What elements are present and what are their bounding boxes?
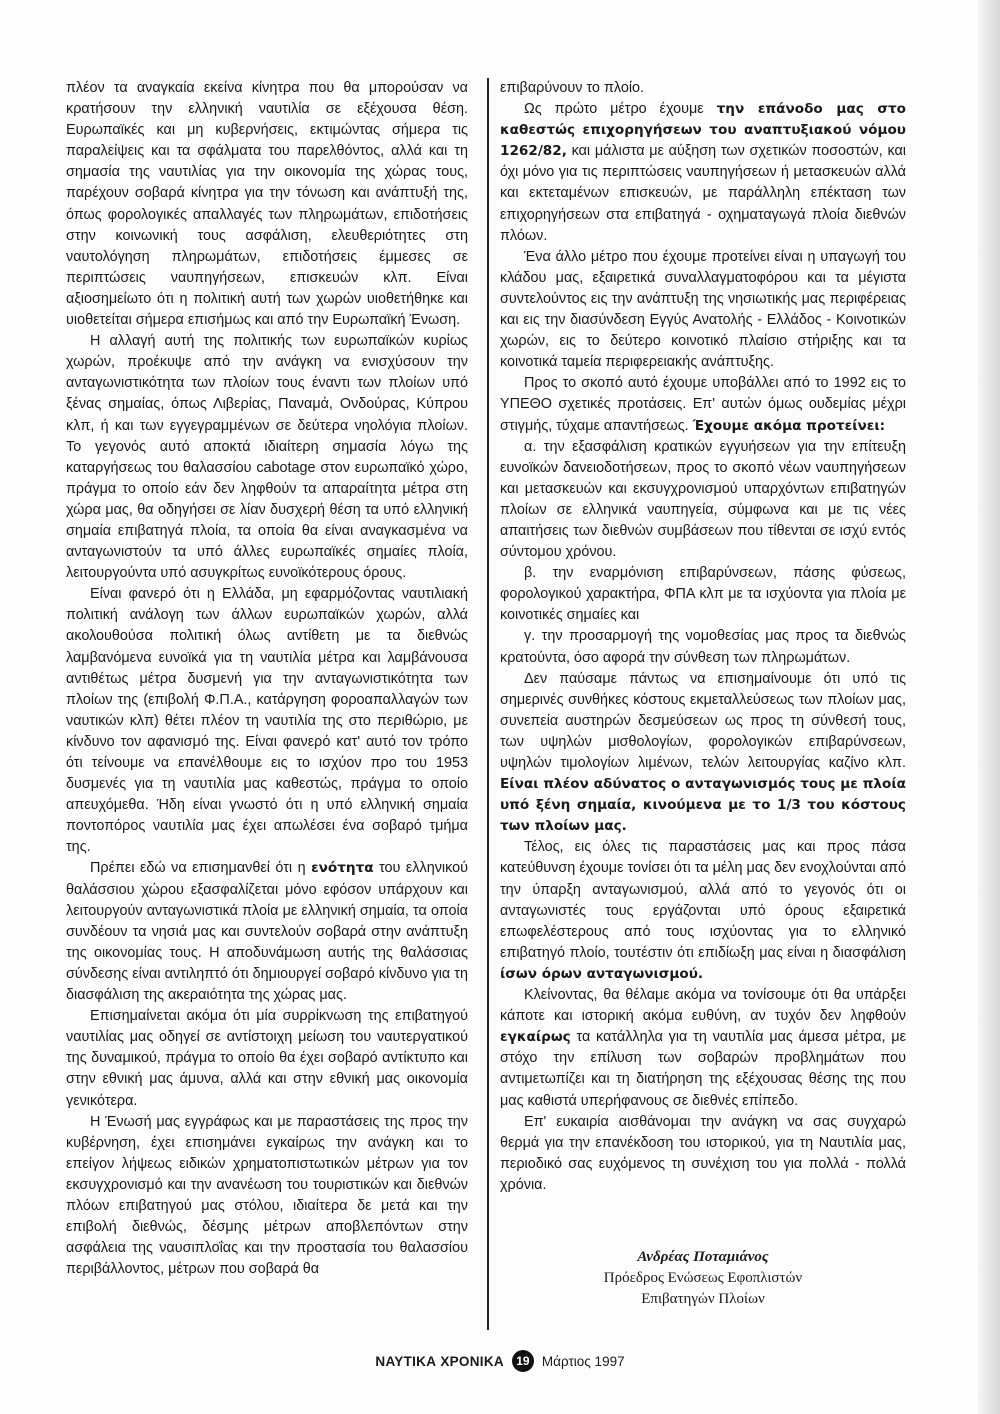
text-run: Δεν παύσαμε πάντως να επισημαίνουμε ότι υπό τις σημερινές συνθήκες κόστους εκμεταλλεύσεως των πλοίων μας, συνεπεία αυστηρών δεσμεύσεων ως προς τη σύνθεσή τους, των υψηλών μισθολογίων, φορολογικών επιβαρύνσεων, υψηλών τιμολογίων λιμένων, τελών λειτουργίας καζίνο κλπ.: [500, 670, 906, 771]
author-title-line-2: Επιβατηγών Πλοίων: [641, 1291, 765, 1307]
left-text-column: [66, 78, 468, 1280]
text-run: Η Ένωσή μας εγγράφως και με παραστάσεις της προς την κυβέρνηση, έχει επισημάνει εγκαίρως την ανάγκη και το επείγον λήψεως ειδικών χρηματοπιστωτικών μέτρων για τον εκσυγχρονισμό και την ανανέωση του τουριστικών και διεθνών πλόων επιβατηγού μας στόλου, ιδιαίτερα δε μετά και την επιβολή διεθνώς, δέσμης μέτρων αποβλεπόντων στην ασφάλεια της ναυσιπλοΐας και την προστασία του θαλασσίου περιβάλλοντος, μέτρων που σοβαρά θα: [66, 1113, 468, 1278]
text-run: Πρέπει εδώ να επισημανθεί ότι η: [90, 860, 312, 877]
signature-block: [500, 1247, 906, 1310]
text-run: β. την εναρμόνιση επιβαρύνσεων, πάσης φύσεως, φορολογικού χαρακτήρα, ΦΠΑ κλπ με τα ισχύοντα για πλοία με κοινοτικές σημαίες και: [500, 565, 906, 624]
paragraph: [500, 985, 906, 1112]
text-run: επιβαρύνουν το πλοίο.: [500, 80, 645, 96]
paragraph: [66, 1006, 468, 1111]
text-run: Ένα άλλο μέτρο που έχουμε προτείνει είναι η υπαγωγή του κλάδου μας, εξαιρετικά συναλλαγματοφόρου και τα μέγιστα συντελούντος εις την ανάπτυξη της νησιωτικής μας περιφέρειας και εις την διασύνδεση Εγγύς Ανατολής - Ελλάδος - Κοινοτικών χωρών, εις το δεύτερο κοινοτικό πλαίσιο στήριξης και τα κοινοτικά ταμεία περιφερειακής ανάπτυξης.: [500, 248, 906, 371]
bold-text: ίσων όρων ανταγωνισμού.: [500, 965, 704, 982]
magazine-title: ΝΑΥΤΙΚΑ ΧΡΟΝΙΚΑ: [375, 1353, 504, 1369]
bold-text: την επάνοδο μας στο καθεστώς επιχορηγήσεων του αναπτυξιακού νόμου 1262/82,: [500, 101, 907, 160]
text-run: Προς το σκοπό αυτό έχουμε υποβάλλει από το 1992 εις το ΥΠΕΘΟ σχετικές προτάσεις. Επ' αυτών όμως ουδεμίας μέχρι στιγμής, τύχαμε απαντήσεως.: [500, 375, 906, 434]
text-run: α. την εξασφάλιση κρατικών εγγυήσεων για την επίτευξη ευνοϊκών δανειοδοτήσεων, προς το σκοπό νέων ναυπηγήσεων και μετασκευών και εκσυγχρονισμού υπαρχόντων επιβατηγών πλοίων σε ελληνικά ναυπηγεία, σύμφωνα και με τις νέες απαιτήσεις των διεθνών συμβάσεων που τίθενται σε ισχύ εντός σύντομου χρόνου.: [500, 438, 906, 561]
paragraph: [66, 858, 468, 1006]
text-run: γ. την προσαρμογή της νομοθεσίας μας προς τα διεθνώς κρατούντα, όσο αφορά την σύνθεση των πληρωμάτων.: [500, 628, 906, 666]
paragraph: [500, 373, 906, 436]
paragraph: [500, 247, 906, 374]
author-title-line-1: Πρόεδρος Ενώσεως Εφοπλιστών: [603, 1270, 803, 1286]
paragraph: [500, 437, 906, 564]
text-run: Επισημαίνεται ακόμα ότι μία συρρίκνωση της επιβατηγού ναυτιλίας μας οδηγεί σε αντίστοιχη μείωση του ναυτεργατικού της δυναμικού, πράγμα το οποίο θα έχει σοβαρό αντίκτυπο και στην εθνική μας άμυνα, αλλά και στην εθνική μας οικονομία γενικότερα.: [66, 1008, 468, 1109]
text-run: Είναι φανερό ότι η Ελλάδα, μη εφαρμόζοντας ναυτιλιακή πολιτική ανάλογη των άλλων ευρωπαϊκών χωρών, αλλά ακολουθούσα πολιτική όλως αντίθετη με τα διεθνώς λαμβανόμενα ευνοϊκά για τη ναυτιλία μέτρα και λαμβάνουσα αντιθέτως μέτρα δυσμενή για την ανταγωνιστικότητα των πλοίων της (επιβολή Φ.Π.Α., κατάργηση φοροαπαλλαγών των ναυτικών κλπ) θέτει πλέον τη ναυτιλία της στο περιθώριο, με κίνδυνο τον αφανισμό της. Είναι φανερό κατ' αυτό τον τρόπο ότι τείνουμε να επανέλθουμε εις το ισχύον προ του 1953 δυσμενές για τη ναυτιλία μας καθεστώς, πράγμα το οποίο απευχόμεθα. Ήδη είναι γνωστό ότι η υπό ελληνική σημαία ποντοπόρος ναυτιλία μας έχει απωλέσει ένα σοβαρό τμήμα της.: [66, 586, 468, 856]
bold-text: ενότητα: [311, 860, 374, 877]
issue-date: Μάρτιος 1997: [541, 1353, 625, 1369]
text-run: Ως πρώτο μέτρο έχουμε: [524, 101, 717, 118]
paragraph: [500, 1112, 906, 1196]
text-run: τα κατάλληλα για τη ναυτιλία μας άμεσα μέτρα, με στόχο την επίλυση των σοβαρών προβλημάτων που αντιμετωπίζει και τη διατήρηση της εξέχουσας θέσης της που μας καθιστά υπερήφανους σε διεθνές επίπεδο.: [500, 1029, 906, 1109]
bold-text: εγκαίρως: [500, 1029, 571, 1046]
text-run: Επ' ευκαιρία αισθάνομαι την ανάγκη να σας συγχαρώ θερμά για την επανέκδοση του ιστορικού, για τη Ναυτιλία μας, περιοδικό σας ευχόμενος τη συνέχιση του για πολλά - πολλά χρόνια.: [500, 1113, 906, 1193]
page-edge-shadow: [978, 0, 1000, 1414]
right-text-column: [500, 78, 906, 1196]
paragraph: [66, 584, 468, 858]
paragraph: [500, 669, 906, 838]
page-footer: [0, 1349, 1000, 1373]
page-number-badge: 19: [512, 1350, 534, 1372]
paragraph: [500, 563, 906, 626]
text-run: Κλείνοντας, θα θέλαμε ακόμα να τονίσουμε ότι θα υπάρξει κάποτε και ιστορική ακόμα ευθύνη, αν τυχόν δεν ληφθούν: [500, 987, 906, 1025]
paragraph: [500, 99, 906, 247]
paragraph: [66, 1112, 468, 1281]
column-divider: [487, 78, 489, 1330]
paragraph: [66, 78, 468, 331]
paragraph: [500, 78, 906, 99]
text-run: του ελληνικού θαλάσσιου χώρου εξασφαλίζεται μόνο εφόσον υπάρχουν και λειτουργούν ανταγωνιστικά πλοία με ελληνική σημαία, τα οποία συνδέουν τα νησιά μας και συντελούν σοβαρά στην ανάπτυξη της οικονομίας τους. Η αποδυνάμωση αυτής της θαλάσσιας σύνδεσης είναι αντιληπτό ότι δημιουργεί σοβαρό κίνδυνο για τη διασφάλιση της ακεραιότητα της χώρας μας.: [66, 860, 468, 1004]
paragraph: [500, 626, 906, 668]
paragraph: [500, 837, 906, 985]
text-run: πλέον τα αναγκαία εκείνα κίνητρα που θα μπορούσαν να κρατήσουν την ελληνική ναυτιλία σε εξέχουσα θέση. Ευρωπαϊκές και μη κυβερνήσεις, εκτιμώντας σήμερα τις παραλείψεις και τα σφάλματα του παρελθόντος, αλλά και τη σημασία της ναυτιλίας για την οικονομία της χώρας τους, παρέχουν σοβαρά κίνητρα για την τόνωση και ανάπτυξή της, όπως φορολογικές απαλλαγές των πληρωμάτων, επιδοτήσεις στην κοινωνική τους ασφάλιση, ελευθεριότητες στη ναυτολόγηση πληρωμάτων, επιδοτήσεις έμμεσες σε περιπτώσεις ναυπηγήσεων, επισκευών κλπ. Είναι αξιοσημείωτο ότι η πολιτική αυτή των χωρών υιοθετήθηκε και υιοθετείται σήμερα επισήμως και από την Ευρωπαϊκή Ένωση.: [66, 80, 468, 329]
bold-text: Έχουμε ακόμα προτείνει:: [692, 417, 886, 434]
text-run: Τέλος, εις όλες τις παραστάσεις μας και προς πάσα κατεύθυνση έχουμε τονίσει ότι τα μέλη μας δεν ενοχλούνται από την ύπαρξη ανταγωνισμού, αλλά από το γεγονός ότι οι ανταγωνιστές τους εργάζονται υπό όρους εξαιρετικά επωφελέστερους από τους ισχύοντας για το ελληνικό επιβατηγό πλοίο, τουτέστιν ότι επιδίωξη μας είναι η διασφάλιση: [500, 839, 906, 961]
bold-text: Είναι πλέον αδύνατος ο ανταγωνισμός τους με πλοία υπό ξένη σημαία, κινούμενα με το 1/3 του κόστους των πλοίων μας.: [500, 776, 906, 835]
paragraph: [66, 331, 468, 584]
text-run: Η αλλαγή αυτή της πολιτικής των ευρωπαϊκών κυρίως χωρών, προέκυψε από την ανάγκη να ενισχύσουν την ανταγωνιστικότητα των πλοίων τους έναντι των πλοίων υπό ξένας σημαίας, όπως Λιβερίας, Παναμά, Ονδούρας, Κύπρου κλπ, ή και των εγγεγραμμένων σε δεύτερα νηολόγια πλοίων. Το γεγονός αυτό αποκτά ιδιαίτερη σημασία λόγω της καταργήσεως του θαλασσίου cabotage στον ευρωπαϊκό χώρο, πράγμα το οποίο εάν δεν ληφθούν τα απαραίτητα μέτρα στη χώρα μας, θα οδηγήσει σε λίαν δυσχερή θέση τα υπό ελληνική σημαία επιβατηγά πλοία, τα οποία θα είναι αναγκασμένα να ανταγωνιστούν τα υπό άλλες ευρωπαϊκές σημαίες πλοία, λειτουργούντα υπό ασυγκρίτως ευνοϊκότερους όρους.: [66, 333, 468, 582]
author-name: Ανδρέας Ποταμιάνος: [637, 1249, 769, 1265]
text-run: και μάλιστα με αύξηση των σχετικών ποσοστών, και όχι μόνο για τις περιπτώσεις ναυπηγήσεων ή μετασκευών αλλά και εκτεταμένων επισκευών, με παράλληλη επέκταση των επιχορηγήσεων στα επιβατηγά - οχηματαγωγά πλοία διεθνών πλόων.: [500, 143, 906, 244]
